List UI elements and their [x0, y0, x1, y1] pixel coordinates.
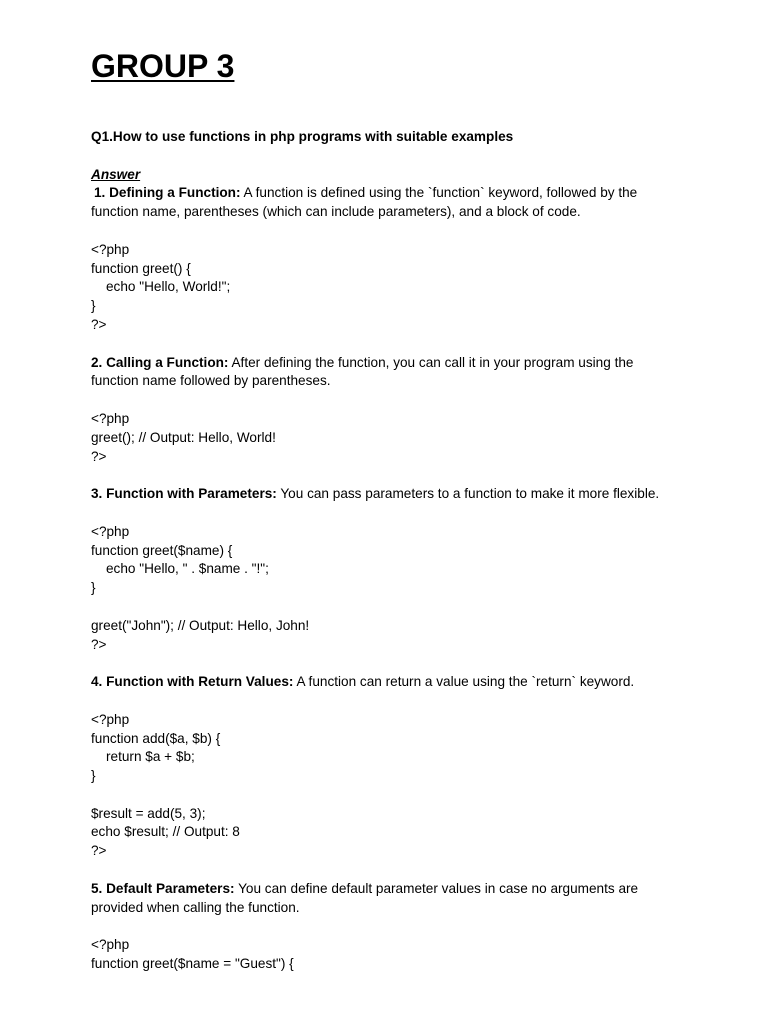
- code-line: ?>: [91, 843, 107, 859]
- code-line: function add($a, $b) {: [91, 730, 221, 746]
- section-2-heading: 2. Calling a Function:: [91, 354, 229, 370]
- section-1-text: A function is defined using the `function` keyword, followed by the: [240, 185, 638, 201]
- section-1-heading: 1. Defining a Function:: [94, 185, 241, 201]
- code-line: greet("John"); // Output: Hello, John!: [91, 617, 310, 633]
- code-line: }: [91, 580, 96, 596]
- section-2-text: After defining the function, you can call it in your program using the: [228, 354, 634, 370]
- spacer: [91, 335, 691, 354]
- code-line: function greet($name = "Guest") {: [91, 956, 294, 972]
- code-line: <?php: [91, 241, 130, 257]
- code-line: <?php: [91, 711, 130, 727]
- section-1-line-1: [91, 184, 691, 203]
- spacer: [91, 504, 691, 523]
- code-line: ?>: [91, 448, 107, 464]
- spacer: [91, 861, 691, 880]
- section-4-text: A function can return a value using the `return` keyword.: [293, 674, 635, 690]
- question-heading: Q1.How to use functions in php programs with suitable examples: [91, 129, 514, 144]
- section-3-heading: 3. Function with Parameters:: [91, 486, 277, 502]
- section-5-text: You can define default parameter values in case no arguments are: [234, 880, 639, 896]
- code-line: echo "Hello, " . $name . "!";: [106, 561, 269, 577]
- code-line: <?php: [91, 410, 130, 426]
- spacer: [91, 917, 691, 936]
- code-line: <?php: [91, 937, 130, 953]
- document-title: GROUP 3: [91, 48, 235, 84]
- section-4-heading: 4. Function with Return Values:: [91, 674, 294, 690]
- section-3-line-1: [91, 485, 691, 504]
- code-line: }: [91, 298, 96, 314]
- spacer: [91, 222, 691, 241]
- section-2-line-2: function name followed by parentheses.: [91, 373, 331, 389]
- answer-label: Answer: [91, 166, 141, 182]
- code-line: }: [91, 768, 96, 784]
- code-line: function greet() {: [91, 260, 191, 276]
- code-line: echo $result; // Output: 8: [91, 824, 240, 840]
- code-line: ?>: [91, 636, 107, 652]
- code-line: return $a + $b;: [106, 749, 195, 765]
- section-1-line-2: function name, parentheses (which can include parameters), and a block of code.: [91, 204, 581, 220]
- code-line: $result = add(5, 3);: [91, 805, 206, 821]
- document-body: [91, 128, 691, 974]
- spacer: [91, 391, 691, 410]
- code-line: greet(); // Output: Hello, World!: [91, 429, 276, 445]
- code-line: function greet($name) {: [91, 542, 233, 558]
- spacer: [91, 654, 691, 673]
- code-line: echo "Hello, World!";: [106, 279, 231, 295]
- spacer: [91, 466, 691, 485]
- spacer: [91, 692, 691, 711]
- section-2-line-1: [91, 354, 691, 373]
- spacer: [91, 598, 691, 617]
- section-5-heading: 5. Default Parameters:: [91, 880, 235, 896]
- section-5-line-2: provided when calling the function.: [91, 899, 300, 915]
- section-4-line-1: [91, 673, 691, 692]
- section-3-text: You can pass parameters to a function to make it more flexible.: [276, 486, 660, 502]
- code-line: ?>: [91, 316, 107, 332]
- spacer: [91, 147, 691, 166]
- spacer: [91, 786, 691, 805]
- code-line: <?php: [91, 523, 130, 539]
- section-5-line-1: [91, 880, 691, 899]
